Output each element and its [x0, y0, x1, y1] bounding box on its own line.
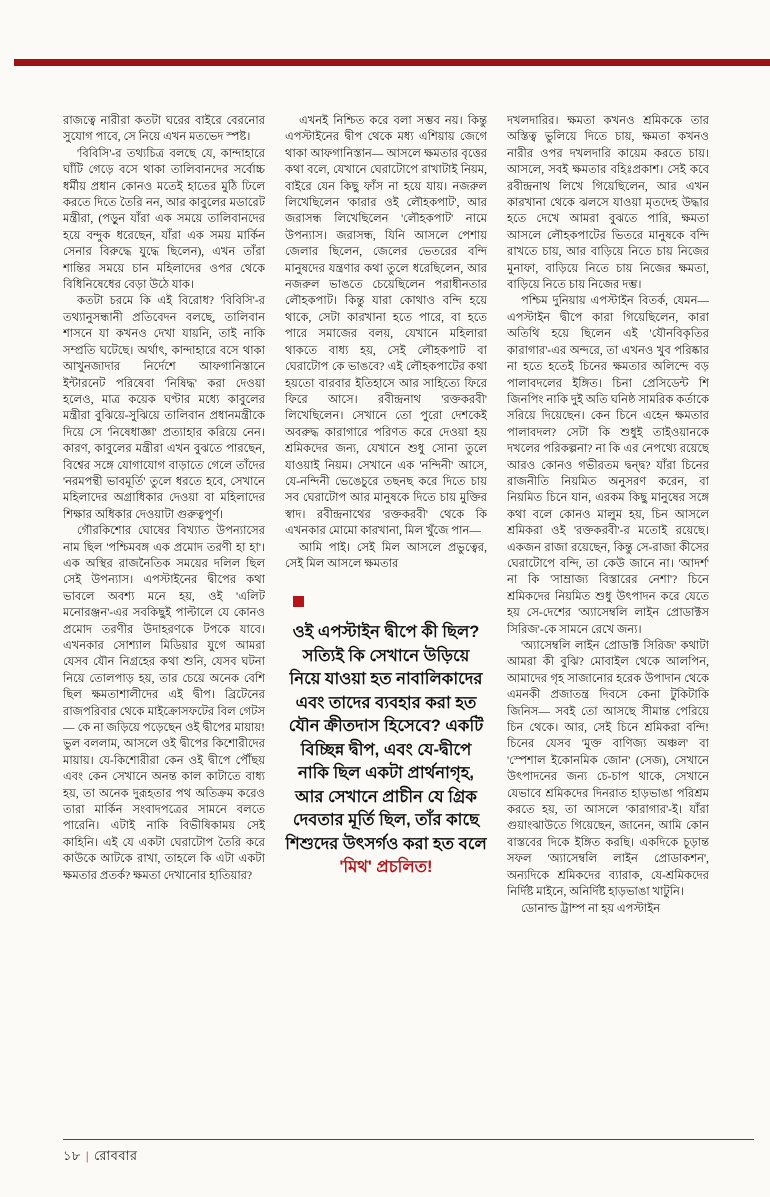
pull-quote-square-marker [293, 596, 304, 607]
paragraph: গৌরকিশোর ঘোষের বিখ্যাত উপন্যাসের নাম ছিল 'পশ্চিমবঙ্গ এক প্রমোদ তরণী হা হা'। এক অস্থির রাজনৈতিক সময়ের দলিল ছিল সেই উপন্যাস। এপস্টাইনের দ্বীপের কথা ভাবলে অবশ্য মনে হয়, ওই 'এলিট মনোরঞ্জন'-এর সবকিছুই পাল্টালে যে কোনও প্রমোদ তরণীর উদাহরণকে টপকে যাবে। এখনকার সোশ্যাল মিডিয়ার যুগে আমরা যেসব যৌন নিগ্রহের কথা শুনি, যেসব ঘটনা নিয়ে তোলপাড় হয়, তার চেয়ে অনেক বেশি ছিল ক্ষমতাশালীদের এই দ্বীপ। ব্রিটেনের রাজপরিবার থেকে মাইক্রোসফটের বিল গেটস— কে না জড়িয়ে পড়েছেন ওই দ্বীপের মায়ায়! ভুল বললাম, আসলে ওই দ্বীপের কিশোরীদের মায়ায়। যে-কিশোরীরা কেন ওই দ্বীপে পৌঁছয় এবং কেন সেখানে অনন্ত কাল কাটাতে বাধ্য হয়, তা অনেক দুরূহতার পথ অতিক্রম করেও তারা মার্কিন সংবাদপত্রের সামনে বলতে পারেনি। এটাই নাকি বিভীষিকাময় সেই কাহিনি। এই যে একটা ঘেরাটোপ তৈরি করে কাউকে আটকে রাখা, তাহলে কি এটা একটা ক্ষমতার প্রতর্ক? ক্ষমতা দেখানোর হাতিয়ার? [63, 525, 265, 882]
footer-separator: | [85, 1148, 89, 1163]
paragraph: রাজত্বে নারীরা কতটা ঘরের বাইরে বেরনোর সুযোগ পাবে, সে নিয়ে এখন মতভেদ স্পষ্ট। [63, 115, 265, 144]
paragraph: 'অ্যাসেম্বলি লাইন প্রোডাক্ট সিরিজ' কথাটা আমরা কী বুঝি? মোবাইল থেকে আলপিন, আমাদের গৃহ সাজানোর হরেক উপাদান থেকে এমনকী প্রজাতন্ত্র দিবসে কেনা টুকিটাকি জিনিস— সবই তো আসছে সীমান্ত পেরিয়ে চিন থেকে। আর, সেই চিনে শ্রমিকরা বন্দি! চিনের যেসব 'মুক্ত বাণিজ্য অঞ্চল' বা 'স্পেশাল ইকোনমিক জোন' (সেজ), সেখানে উৎপাদনের জন্য চে-চাপ থাকে, সেখানে যেভাবে শ্রমিকদের দিনরাত হাড়ভাঙা পরিশ্রম করতে হয়, তা আসলে 'কারাগার'-ই। যাঁরা গুয়াংঝাউতে গিয়েছেন, জানেন, আমি কোন বাস্তবের দিকে ইঙ্গিত করছি। একদিকে চূড়ান্ত সফল 'অ্যাসেম্বলি লাইন প্রোডাকশন', অন্যদিকে শ্রমিকদের ব্যারাক, যে-শ্রমিকদের নির্দিষ্ট মাইনে, অনির্দিষ্ট হাড়ভাঙা খাটুনি। [507, 640, 709, 899]
pull-quote-text: ওই এপস্টাইন দ্বীপে কী ছিল? সত্যিই কি সেখানে উড়িয়ে নিয়ে যাওয়া হত নাবালিকাদের এবং তাদের ব্যবহার করা হত যৌন ক্রীতদাস হিসেবে? একটি বিচ্ছিন্ন দ্বীপ, এবং যে-দ্বীপে নাকি ছিল একটা প্রার্থনাগৃহ, আর সেখানে প্রাচীন যে গ্রিক দেবতার মূর্তি ছিল, তাঁর কাছে শিশুদের উৎসর্গও করা হত বলে [285, 623, 487, 853]
magazine-name: রোববার [93, 1148, 138, 1163]
paragraph: কতটা চরমে কি এই বিরোধ? 'বিবিসি'-র তথ্যানুসন্ধানী প্রতিবেদন বলছে, তালিবান শাসনে যা কখনও দেখা যায়নি, তাই নাকি সম্প্রতি ঘটেছে। অর্থাৎ, কান্দাহারে বসে থাকা আখুনজাদার নির্দেশে আফগানিস্তানে ইন্টারনেট পরিষেবা 'নিষিদ্ধ' করা দেওয়া হলেও, মাত্র কয়েক ঘণ্টার মধ্যে কাবুলের মন্ত্রীরা বুঝিয়ে-সুঝিয়ে তালিবান প্রধানমন্ত্রীকে দিয়ে সে 'নিষেধাজ্ঞা' প্রত্যাহার করিয়ে নেন। কারণ, কাবুলের মন্ত্রীরা এখন বুঝতে পারছেন, বিশ্বের সঙ্গে যোগাযোগ বাড়াতে গেলে তাঁদের 'নরমপন্থী ভাবমূর্তি' তুলে ধরতে হবে, সেখানে মহিলাদের অগ্রাধিকার দেওয়া বা মহিলাদের শিক্ষার অধিকার দেওয়াটা গুরুত্বপূর্ণ। [63, 295, 265, 521]
article-column-left [63, 113, 265, 1129]
paragraph: ডোনাল্ড ট্রাম্প না হয় এপস্টাইন [521, 902, 661, 915]
article-column-right [507, 113, 709, 1129]
pull-quote [285, 596, 487, 880]
article-column-middle [285, 113, 487, 1129]
footer-rule [63, 1139, 754, 1140]
top-red-rule [14, 59, 770, 66]
pull-quote-highlight: 'মিথ' প্রচলিত! [339, 858, 433, 877]
paragraph: আমি পাই। সেই মিল আসলে প্রভুত্বের, সেই মিল আসলে ক্ষমতার [285, 541, 487, 570]
paragraph: 'বিবিসি'-র তথ্যচিত্র বলছে যে, কান্দাহারে ঘাঁটি গেড়ে বসে থাকা তালিবানদের সর্বোচ্চ ধর্মীয় প্রধান কোনও মতেই হাতের মুঠি ঢিলে করতে দিতে তৈরি নন, আর কাবুলের মডারেট মন্ত্রীরা, (পড়ুন যাঁরা এক সময়ে তালিবানদের হয়ে বন্দুক ধরেছেন, যাঁরা এক সময় মার্কিন সেনার বিরুদ্ধে যুদ্ধে ছিলেন), এখন তাঁরা শান্তির সময়ে চান মহিলাদের ওপর থেকে বিধিনিষেধের বেড়া উঠে যাক। [63, 147, 265, 292]
paragraph: দখলদারির। ক্ষমতা কখনও শ্রমিককে তার অস্তিত্ব ভুলিয়ে দিতে চায়, ক্ষমতা কখনও নারীর ওপর দখলদারি কায়েম করতে চায়। আসলে, সবই ক্ষমতার বহিঃপ্রকাশ। সেই কবে রবীন্দ্রনাথ লিখে গিয়েছিলেন, আর এখন কারখানা থেকে ঝলসে যাওয়া মৃতদেহ উদ্ধার হতে দেখে আমরা বুঝতে পারি, ক্ষমতা আসলে লৌহকপাটের ভিতরে মানুষকে বন্দি রাখতে চায়, আর বাড়িয়ে নিতে চায় নিজের মুনাফা, বাড়িয়ে নিতে চায় নিজের ক্ষমতা, বাড়িয়ে নিতে চায় নিজের দম্ভ। [507, 115, 709, 292]
paragraph: পশ্চিম দুনিয়ায় এপস্টাইন বিতর্ক, যেমন— এপস্টাইন দ্বীপে কারা গিয়েছিলেন, কারা অতিথি হয়ে ছিলেন এই 'যৌনবিকৃতির কারাগার'-এর অন্দরে, তা এখনও খুব পরিষ্কার না হতে হতেই চিনের ক্ষমতার অলিন্দে বড় পালাবদলের ইঙ্গিত। চিনা প্রেসিডেন্ট শি জিনপিং নাকি দুই অতি ঘনিষ্ঠ সামরিক কর্তাকে সরিয়ে দিয়েছেন। কেন চিনে এহেন ক্ষমতার পালাবদল? সেটা কি শুধুই তাইওয়ানকে দখলের পরিকল্পনা? না কি এর নেপথ্যে রয়েছে আরও কোনও গভীরতম দ্বন্দ্ব? যাঁরা চিনের রাজনীতি নিয়মিত অনুসরণ করেন, বা নিয়মিত চিনে যান, এরকম কিছু মানুষের সঙ্গে কথা বলে কোনও মালুম হয়, চিন আসলে শ্রমিকরা ওই 'রক্তকরবী'-র মতোই রয়েছে। একজন রাজা রয়েছেন, কিন্তু সে-রাজা কীসের ঘেরাটোপে বন্দি, তা কেউ জানে না। 'আদর্শ' না কি 'সাম্রাজ্য বিস্তারের নেশা'? চিনে শ্রমিকদের নিয়মিত শুধু উৎপাদন করে যেতে হয় সে-দেশের 'অ্যাসেম্বলি লাইন প্রোডাক্টস সিরিজ'-কে সামনে রেখে জন্য। [507, 295, 709, 636]
page-number: ১৮ [63, 1148, 81, 1163]
footer [63, 1147, 138, 1168]
article-body [63, 113, 709, 1129]
paragraph: এখনই নিশ্চিত করে বলা সম্ভব নয়। কিন্তু এপস্টাইনের দ্বীপ থেকে মধ্য এশিয়ায় জেগে থাকা আফগানিস্তান— আসলে ক্ষমতার বৃত্তের কথা বলে, যেখানে ঘেরাটোপে রাখাটাই নিয়ম, বাইরে যেন কিছু ফাঁস না হয়ে যায়। নজরুল লিখেছিলেন 'কারার ওই লৌহকপাট', আর জরাসন্ধ লিখেছিলেন 'লৌহকপাট' নামে উপন্যাস। জরাসন্ধ, যিনি আসলে পেশায় জেলার ছিলেন, জেলের ভেতরের বন্দি মানুষদের যন্ত্রণার কথা তুলে ধরেছিলেন, আর নজরুল ভাঙতে চেয়েছিলেন পরাধীনতার লৌহকপাট। কিন্তু যারা কোথাও বন্দি হয়ে থাকে, সেটা কারখানা হতে পারে, বা হতে পারে সমাজের বলয়, যেখানে মহিলারা থাকতে বাধ্য হয়, সেই লৌহকপাট বা ঘেরাটোপ কে ভাঙবে? এই লৌহকপাটের কথা হয়তো বারবার ইতিহাসে আর সাহিত্যে ফিরে ফিরে আসে। রবীন্দ্রনাথ 'রক্তকরবী' লিখেছিলেন। সেখানে তো পুরো দেশকেই অবরুদ্ধ কারাগারে পরিণত করে দেওয়া হয় শ্রমিকদের জন্য, যেখানে শুধু সোনা তুলে যাওয়াই নিয়ম। সেখানে এক 'নন্দিনী' আসে, যে-নন্দিনী ভেঙেচুরে তছনছ করে দিতে চায় সব ঘেরাটোপ আর মানুষকে দিতে চায় মুক্তির স্বাদ। রবীন্দ্রনাথের 'রক্তকরবী' থেকে কি এখনকার মোমো কারখানা, মিল খুঁজে পান— [285, 115, 487, 538]
